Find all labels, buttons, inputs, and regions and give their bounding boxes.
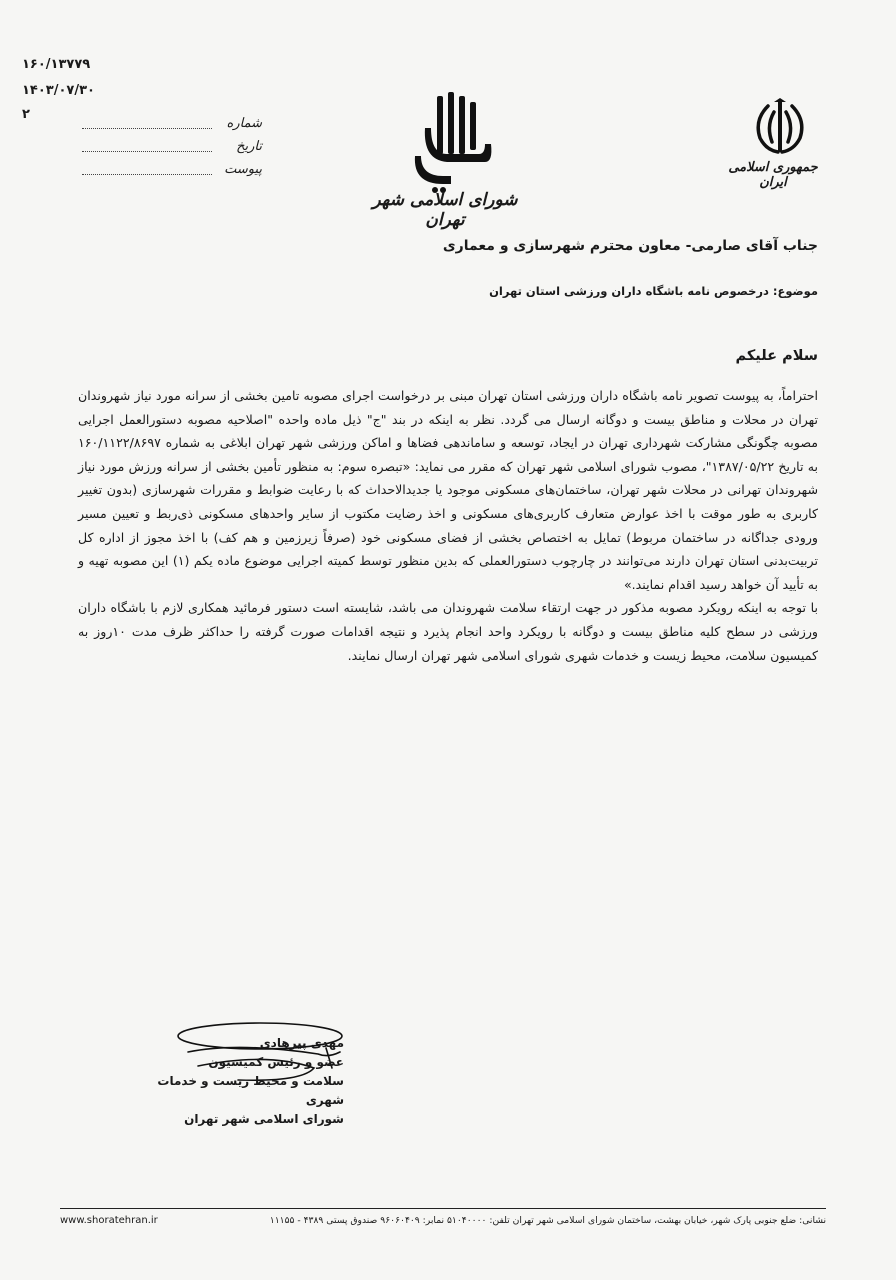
signer-council: شورای اسلامی شهر تهران xyxy=(184,1112,344,1126)
letter-attachment: ۲ xyxy=(22,107,30,122)
signer-name: مهدی پیرهادی xyxy=(259,1036,344,1050)
footer-address: نشانی: ضلع جنوبی پارک شهر، خیابان بهشت، ساختمان شورای اسلامی شهر تهران تلفن: ۵۱۰۴۰۰۰۰ نمابر: ۹۶۰۶۰۴۰۹ صندوق پستی ۴۳۸۹ - ۱۱۱۵۵ xyxy=(269,1215,826,1226)
meta-row-attachment xyxy=(82,158,262,181)
meta-row-number xyxy=(82,112,262,135)
signer-title: عضو و رئیس کمیسیون xyxy=(208,1055,344,1069)
dotted-line xyxy=(82,141,212,152)
subject-line: موضوع: درخصوص نامه باشگاه داران ورزشی استان تهران xyxy=(489,284,818,298)
letter-number: ۱۶۰/۱۳۷۷۹ xyxy=(22,57,91,72)
signature-text xyxy=(118,1034,344,1129)
meta-row-date xyxy=(82,135,262,158)
footer-website: www.shoratehran.ir xyxy=(60,1215,158,1226)
attachment-label: پیوست xyxy=(224,162,262,177)
number-label: شماره xyxy=(226,116,262,131)
council-logo-icon xyxy=(385,88,515,198)
letter-date: ۱۴۰۳/۰۷/۳۰ xyxy=(22,83,95,98)
footer-divider xyxy=(60,1208,826,1209)
iran-emblem-icon xyxy=(748,98,812,158)
body-paragraph: با توجه به اینکه رویکرد مصوبه مذکور در جهت ارتقاء سلامت شهروندان می باشد، شایسته است دستور فرمائید همکاری لازم با باشگاه داران ورزشی در سطح کلیه مناطق بیست و دوگانه با رویکرد واحد انجام پذیرد و نتیجه اقدامات صورت گرفته را حداکثر ظرف مدت ۱۰روز به کمیسیون سلامت، محیط زیست و خدمات شهری شورای اسلامی شهر تهران ارسال نمایند. xyxy=(78,600,818,663)
republic-name: جمهوری اسلامی ایران xyxy=(728,160,818,190)
meta-labels xyxy=(82,112,262,181)
greeting: سلام علیکم xyxy=(735,348,818,364)
council-name: شورای اسلامی شهر تهران xyxy=(372,190,518,230)
dotted-line xyxy=(82,118,212,129)
body-paragraph: احتراماً، به پیوست تصویر نامه باشگاه داران ورزشی استان تهران مبنی بر درخواست اجرای مصوبه تامین بخشی از سرانه مورد نیاز شهروندان تهران در محلات و مناطق بیست و دوگانه ارسال می گردد. نظر به اینکه در بند "ج" ذیل ماده واحده "اصلاحیه مصوبه دستورالعمل اجرایی مصوبه چگونگی مشارکت شهرداری تهران در ایجاد، توسعه و ساماندهی فضاها و اماکن ورزشی شهر تهران ابلاغی به شماره ۱۶۰/۱۱۲۲/۸۶۹۷ به تاریخ ۱۳۸۷/۰۵/۲۲"، مصوب شورای اسلامی شهر تهران که مقرر می نماید: «تبصره سوم: به منظور تأمین بخشی از سرانه ورزش مورد نیاز شهروندان تهرانی در محلات شهر تهران، ساختمان‌های مسکونی موجود یا جدیدالاحداث که با رعایت ضوابط و مقررات شهرسازی (بدون تغییر کاربری به طور موقت با اخذ عوارض متعارف کاربری‌های مسکونی و اخذ رضایت مکتوب از سایر واحدهای مسکونی ذی‌ربط و تعیین مسیر ورودی جداگانه در ساختمان مربوط) تمایل به اختصاص بخشی از فضای مسکونی خود (صرفاً زیرزمین و هم کف) با اخذ مجوز از اداره کل تربیت‌بدنی استان تهران دارند می‌توانند در چارچوب دستورالعملی که بدین منظور توسط کمیته اجرایی موضوع ماده یکم (۱) این مصوبه تهیه و به تأیید آن خواهد رسید اقدام نمایند.» xyxy=(78,388,818,592)
letter-body xyxy=(78,384,818,667)
signer-commission: سلامت و محیط زیست و خدمات شهری xyxy=(157,1074,344,1107)
date-label: تاریخ xyxy=(236,139,262,154)
signature-block xyxy=(118,1022,358,1126)
recipient-line: جناب آقای صارمی- معاون محترم شهرسازی و معماری xyxy=(442,238,818,254)
dotted-line xyxy=(82,164,212,175)
